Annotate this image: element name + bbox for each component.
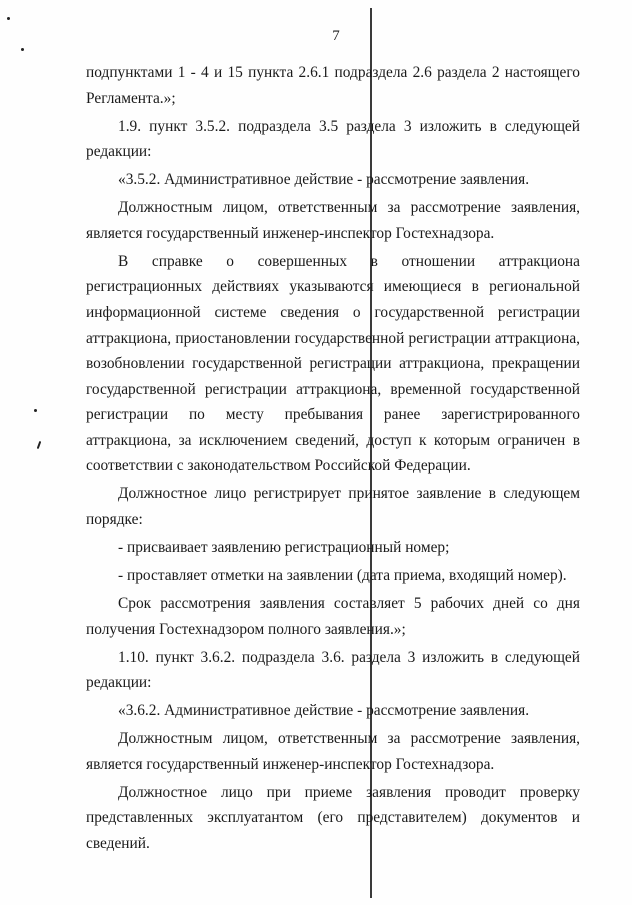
paragraph: Должностное лицо при приеме заявления проводит проверку представленных эксплуатантом (его представителем) документов и сведений. [86, 783, 580, 852]
paragraph: «3.6.2. Административное действие - рассмотрение заявления. [118, 702, 530, 720]
paragraph: Должностным лицом, ответственным за рассмотрение заявления, является государственный инженер-инспектор Гостехнадзора. [86, 199, 580, 242]
paragraph: Должностным лицом, ответственным за рассмотрение заявления, является государственный инженер-инспектор Гостехнадзора. [86, 730, 580, 773]
scan-speck [34, 409, 37, 412]
paragraph: - присваивает заявлению регистрационный номер; [118, 539, 450, 557]
paragraph: 1.10. пункт 3.6.2. подраздела 3.6. раздела 3 изложить в следующей редакции: [86, 648, 580, 692]
paragraph: Должностное лицо регистрирует принятое заявление в следующем порядке: [86, 485, 580, 529]
scan-speck [21, 48, 24, 51]
scan-speck [7, 17, 10, 20]
paragraph: 1.9. пункт 3.5.2. подраздела 3.5 раздела 3 изложить в следующей редакции: [86, 117, 580, 161]
scan-speck [37, 441, 42, 449]
paragraph: «3.5.2. Административное действие - рассмотрение заявления. [118, 171, 530, 189]
paragraph: - проставляет отметки на заявлении (дата приема, входящий номер). [118, 567, 567, 585]
paragraph: В справке о совершенных в отношении аттракциона регистрационных действиях указываются имеющиеся в региональной информационной системе сведения о государственной регистрации аттракциона, приостановлении государственной регистрации аттракциона, возобновлении государственной регистрации аттракциона, прекращении государственной регистрации аттракциона, временной государственной регистрации по месту пребывания ранее зарегистрированного аттракциона, за исключением сведений, доступ к которым ограничен в соответствии с законодательством Российской Федерации. [86, 252, 580, 475]
page-number: 7 [332, 28, 340, 44]
document-body [86, 60, 580, 859]
paragraph: подпунктами 1 - 4 и 15 пункта 2.6.1 подраздела 2.6 раздела 2 настоящего Регламента.»; [86, 64, 580, 107]
paragraph: Срок рассмотрения заявления составляет 5 рабочих дней со дня получения Гостехнадзором полного заявления.»; [86, 595, 580, 638]
